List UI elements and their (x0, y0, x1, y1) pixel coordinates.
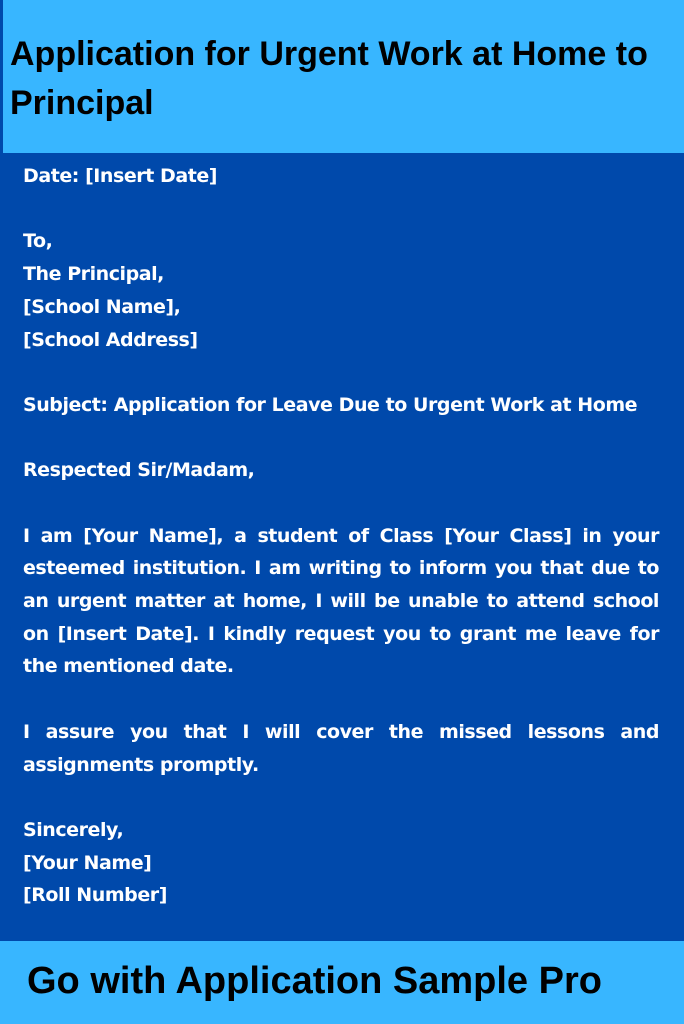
recipient-school-name: [School Name], (23, 295, 181, 318)
signature-name: [Your Name] (23, 851, 152, 874)
recipient-to: To, (23, 230, 53, 253)
body-paragraph-1: I am [Your Name], a student of Class [Your Class] in your esteemed institution. I am writing to inform you that due to an urgent matter at home, I will be unable to attend school on [Insert Date]. I kindly request you to grant me leave for the mentioned date. (23, 524, 659, 678)
spacer (23, 487, 659, 520)
letter-body (23, 160, 659, 912)
footer-banner (0, 941, 684, 1024)
salutation: Respected Sir/Madam, (23, 459, 255, 482)
spacer (23, 422, 659, 455)
page-title: Application for Urgent Work at Home to Principal (10, 35, 648, 122)
signature-roll-number: [Roll Number] (23, 884, 167, 907)
spacer (23, 781, 659, 814)
closing: Sincerely, (23, 818, 124, 841)
body-paragraph-2: I assure you that I will cover the missed lessons and assignments promptly. (23, 720, 659, 776)
spacer (23, 193, 659, 226)
recipient-school-address: [School Address] (23, 328, 198, 351)
date-line: Date: [Insert Date] (23, 165, 218, 187)
footer-text: Go with Application Sample Pro (27, 960, 602, 1002)
header-banner (0, 0, 684, 153)
spacer (23, 356, 659, 389)
spacer (23, 683, 659, 716)
subject-line: Subject: Application for Leave Due to Urgent Work at Home (23, 393, 638, 416)
recipient-title: The Principal, (23, 263, 164, 286)
